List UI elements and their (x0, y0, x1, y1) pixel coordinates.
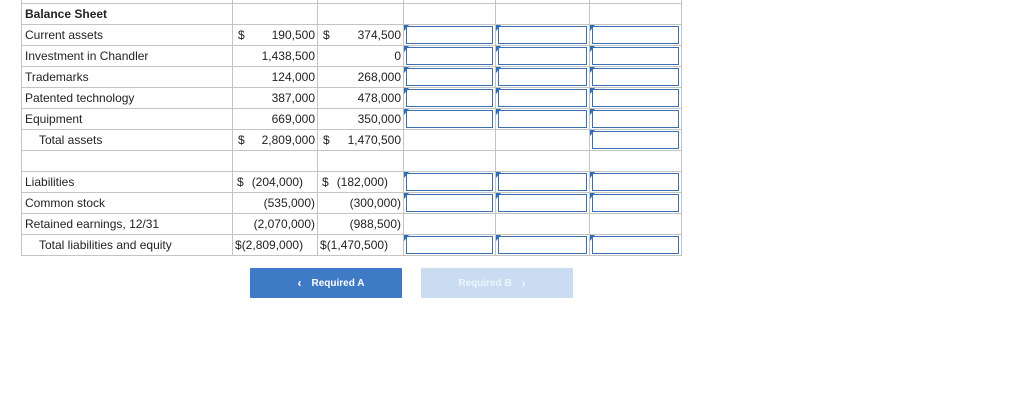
value: 190,500 (271, 28, 315, 42)
flag-icon (590, 235, 595, 241)
input-field[interactable] (592, 131, 679, 149)
input-field[interactable] (406, 236, 493, 254)
row-total-assets (22, 130, 682, 151)
row-common-stock (22, 193, 682, 214)
flag-icon (496, 88, 501, 94)
entry-cell[interactable] (404, 172, 496, 193)
flag-icon (496, 109, 501, 115)
entry-cell[interactable] (496, 235, 590, 256)
input-field[interactable] (406, 110, 493, 128)
value: 124,000 (271, 70, 315, 84)
value: (2,070,000) (253, 217, 315, 231)
input-field[interactable] (498, 194, 587, 212)
value: (300,000) (349, 196, 401, 210)
input-field[interactable] (406, 47, 493, 65)
chevron-right-icon: › (521, 276, 526, 290)
entry-cell[interactable] (496, 88, 590, 109)
row-label: Investment in Chandler (22, 46, 233, 67)
input-field[interactable] (592, 89, 679, 107)
chevron-left-icon: ‹ (297, 276, 302, 290)
entry-cell[interactable] (404, 46, 496, 67)
sheet-header: Balance Sheet (22, 4, 233, 25)
row-label: Retained earnings, 12/31 (22, 214, 233, 235)
currency-symbol (323, 112, 331, 126)
flag-icon (404, 25, 409, 31)
entry-cell[interactable] (496, 46, 590, 67)
currency-symbol (238, 196, 246, 210)
currency-symbol: $ (238, 28, 245, 42)
currency-symbol (323, 70, 331, 84)
value: (988,500) (349, 217, 401, 231)
input-field[interactable] (498, 47, 587, 65)
input-field[interactable] (498, 68, 587, 86)
flag-icon (496, 67, 501, 73)
entry-cell[interactable] (404, 88, 496, 109)
input-field[interactable] (406, 194, 493, 212)
entry-cell[interactable] (590, 109, 682, 130)
flag-icon (590, 109, 595, 115)
entry-cell[interactable] (404, 67, 496, 88)
currency-symbol: $ (237, 175, 244, 189)
value: 350,000 (357, 112, 401, 126)
input-field[interactable] (406, 89, 493, 107)
entry-cell[interactable] (404, 193, 496, 214)
input-field[interactable] (498, 236, 587, 254)
flag-icon (590, 172, 595, 178)
currency-symbol: $ (322, 175, 329, 189)
currency-symbol: $ (238, 133, 245, 147)
currency-symbol: $ (323, 28, 330, 42)
value: (2,809,000) (241, 238, 304, 252)
input-field[interactable] (592, 26, 679, 44)
entry-cell[interactable] (590, 67, 682, 88)
input-field[interactable] (498, 89, 587, 107)
currency-symbol (323, 91, 331, 105)
input-field[interactable] (592, 173, 679, 191)
flag-icon (496, 25, 501, 31)
flag-icon (590, 88, 595, 94)
flag-icon (590, 193, 595, 199)
currency-symbol (238, 217, 246, 231)
entry-cell[interactable] (404, 109, 496, 130)
value: 1,470,500 (347, 133, 401, 147)
input-field[interactable] (406, 26, 493, 44)
row-label: Common stock (22, 193, 233, 214)
flag-icon (404, 88, 409, 94)
currency-symbol (323, 196, 331, 210)
row-label: Total liabilities and equity (22, 235, 233, 256)
input-field[interactable] (406, 68, 493, 86)
flag-icon (590, 67, 595, 73)
input-field[interactable] (592, 236, 679, 254)
entry-cell[interactable] (590, 172, 682, 193)
row-trademarks (22, 67, 682, 88)
entry-cell[interactable] (496, 172, 590, 193)
required-b-label: Required B (458, 277, 512, 289)
input-field[interactable] (406, 173, 493, 191)
currency-symbol: $ (323, 133, 330, 147)
row-investment (22, 46, 682, 67)
entry-cell[interactable] (590, 235, 682, 256)
row-label: Liabilities (22, 172, 233, 193)
currency-symbol (238, 91, 246, 105)
row-label: Total assets (22, 130, 233, 151)
entry-cell[interactable] (404, 235, 496, 256)
value: (535,000) (263, 196, 315, 210)
row-label: Trademarks (22, 67, 233, 88)
currency-symbol: $ (235, 238, 242, 252)
currency-symbol (323, 217, 331, 231)
entry-cell[interactable] (496, 109, 590, 130)
entry-cell[interactable] (590, 46, 682, 67)
row-total-liabilities-equity (22, 235, 682, 256)
currency-symbol (238, 70, 246, 84)
input-field[interactable] (592, 47, 679, 65)
row-liabilities (22, 172, 682, 193)
input-field[interactable] (498, 173, 587, 191)
row-equipment (22, 109, 682, 130)
flag-icon (404, 67, 409, 73)
flag-icon (404, 46, 409, 52)
flag-icon (496, 46, 501, 52)
flag-icon (404, 109, 409, 115)
balance-sheet-table (21, 0, 682, 256)
flag-icon (496, 235, 501, 241)
entry-cell[interactable] (496, 25, 590, 46)
value: (182,000) (336, 175, 389, 189)
currency-symbol: $ (320, 238, 327, 252)
required-a-label: Required A (311, 277, 365, 289)
required-b-button[interactable] (421, 268, 573, 298)
flag-icon (590, 46, 595, 52)
value: 268,000 (357, 70, 401, 84)
value: 374,500 (357, 28, 401, 42)
input-field[interactable] (592, 110, 679, 128)
entry-cell[interactable] (496, 67, 590, 88)
value: 0 (394, 49, 401, 63)
value: 2,809,000 (261, 133, 315, 147)
flag-icon (590, 25, 595, 31)
flag-icon (404, 193, 409, 199)
flag-icon (496, 193, 501, 199)
value: 1,438,500 (261, 49, 315, 63)
row-label: Current assets (22, 25, 233, 46)
entry-cell[interactable] (590, 25, 682, 46)
row-patented-technology (22, 88, 682, 109)
required-a-button[interactable] (250, 268, 402, 298)
value: 478,000 (357, 91, 401, 105)
entry-cell[interactable] (590, 193, 682, 214)
input-field[interactable] (498, 110, 587, 128)
input-field[interactable] (592, 194, 679, 212)
flag-icon (404, 235, 409, 241)
row-retained-earnings (22, 214, 682, 235)
currency-symbol (323, 49, 331, 63)
currency-symbol (238, 112, 246, 126)
entry-cell[interactable] (590, 88, 682, 109)
entry-cell[interactable] (404, 25, 496, 46)
entry-cell[interactable] (496, 193, 590, 214)
row-current-assets (22, 25, 682, 46)
value: 387,000 (271, 91, 315, 105)
flag-icon (590, 130, 595, 136)
currency-symbol (238, 49, 246, 63)
value: (204,000) (251, 175, 304, 189)
input-field[interactable] (592, 68, 679, 86)
entry-cell[interactable] (590, 130, 682, 151)
input-field[interactable] (498, 26, 587, 44)
flag-icon (404, 172, 409, 178)
flag-icon (496, 172, 501, 178)
row-label: Patented technology (22, 88, 233, 109)
value: (1,470,500) (326, 238, 389, 252)
row-label: Equipment (22, 109, 233, 130)
value: 669,000 (271, 112, 315, 126)
